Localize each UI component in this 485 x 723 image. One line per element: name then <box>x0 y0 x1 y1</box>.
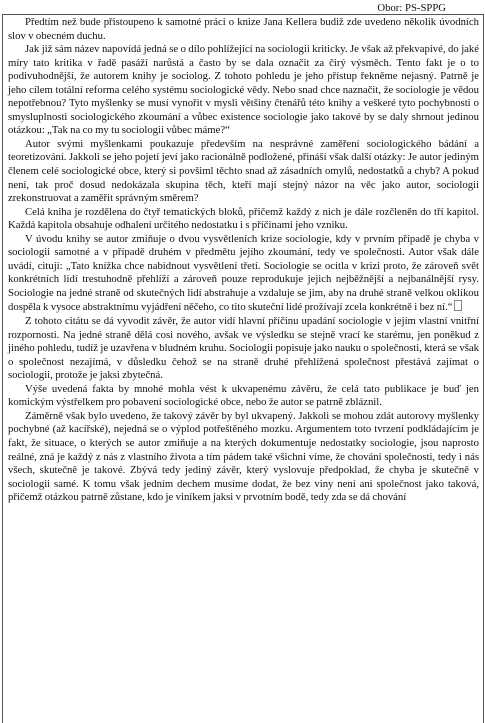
paragraph-5-text: V úvodu knihy se autor zmiňuje o dvou vysvětleních krize sociologie, kdy v prvním případě je chyba v sociologii samotné a v případě druhém v předmětu jejího zkoumání, tedy ve společnosti. Autor však dále uvádí, cituji: „Tato knížka chce nabídnout vysvětlení třetí. Sociologie se ocitla v krizi proto, že zároveň svět konkrétních lidí trestuhodně přehlíží a zároveň pouze reprodukuje jejich nejběžnější a nejbanálnější rysy. Sociologie na jedné straně od skutečných lidí abstrahuje a vzdaluje se jim, aby na druhé straně velkou oklikou dospěla k vysoce abstraktnímu vyjádření něčeho, co tito skuteční lidé prožívají zcela konkrétně i bez ní.“ <box>8 232 479 314</box>
header-label: Obor: PS-SPPG <box>377 2 446 14</box>
text-cursor-icon <box>454 300 462 311</box>
paragraph-8: Záměrně však bylo uvedeno, že takový závěr by byl ukvapený. Jakkoli se mohou zdát autorovy myšlenky pochybné (až kacířské), nejedná se o výplod potřeštěného mozku. Argumentem toto tvrzení podkládajícím je fakt, že situace, o kterých se autor zmiňuje a na kterých dokumentuje nedostatky sociologie, jsou naprosto reálné, zná je každý z nás z vlastního života a tím pádem také všichni víme, že chování společnosti, tedy i nás všech, skutečně je takové. Zbývá tedy jediný závěr, který vyslovuje předpoklad, že chyba je skutečně v sociologii samé. K tomu však jedním dechem musíme dodat, že bez viny není ani společnost jako taková, přičemž otázkou patrně zůstane, kdo je viníkem jaksi v prvotním bodě, tedy zda se dá chování <box>8 409 479 504</box>
paragraph-7: Výše uvedená fakta by mnohé mohla vést k ukvapenému závěru, že celá tato publikace je buď jen komickým výstřelkem pro pobavení sociologické obce, nebo že autor se patrně zbláznil. <box>8 382 479 409</box>
paragraph-3: Autor svými myšlenkami poukazuje především na nesprávné zaměření sociologického bádání a teoretizování. Jakkoli se jeho pojetí jeví jako racionálně podložené, přináší však další otázky: Je autor jediným členem celé sociologické obce, který si povšiml těchto snad až zásadních omylů, nedostatků a chyb? A pokud není, tak proč dosud nedokázala skupina těch, kteří mají stejný názor na věc jako autor, sociologii zrekonstruovat a zaměřit správným směrem? <box>8 137 479 205</box>
paragraph-1: Předtím než bude přistoupeno k samotné práci o knize Jana Kellera budiž zde uvedeno několik úvodních slov v obecném duchu. <box>8 16 479 42</box>
paragraph-4: Celá kniha je rozdělena do čtyř tematických bloků, přičemž každý z nich je dále rozčleněn do tří kapitol. Každá kapitola obsahuje odhalení určitého nedostatku i s příčinami jeho vzniku. <box>8 205 479 232</box>
paragraph-5 <box>8 233 479 315</box>
document-body <box>5 15 482 505</box>
paragraph-2: Jak již sám název napovídá jedná se o dílo pohlížející na sociologii kriticky. Je však až překvapivé, do jaké míry tato kritika v řadě pasáží narůstá a často by se dala označit za čirý výsměch. Tento fakt je o to podivuhodnější, že autorem knihy je sociolog. Z tohoto pohledu je jeho přístup řekněme nejasný. Patrně je jeho cílem totální reforma celého systému sociologické vědy. Nebo snad chce naznačit, že sociologie je vědou nepotřebnou? Tyto myšlenky se musí vynořit v mysli většiny čtenářů této knihy a veškeré tyto pochybnosti o smysluplnosti sociologického zkoumání a vůbec existence sociologie jako takové by se daly shrnout jedinou otázkou: „Tak na co my tu sociologii vůbec máme?“ <box>8 43 479 137</box>
paragraph-6: Z tohoto citátu se dá vyvodit závěr, že autor vidí hlavní příčinu upadání sociologie v jejím vlastní vnitřní rozpornosti. Na jedné straně dělá cosi nového, avšak ve výsledku se stejně vrací ke starému, jen poněkud z jiného pohledu, tudíž je uzavřena v bludném kruhu. Sociologii popisuje jako nauku o společnosti, která se však o společnost nezajímá, v důsledku čehož se na straně druhé přehlížená společnost přestává zajímat o sociologii, protože je jaksi zbytečná. <box>8 315 479 382</box>
